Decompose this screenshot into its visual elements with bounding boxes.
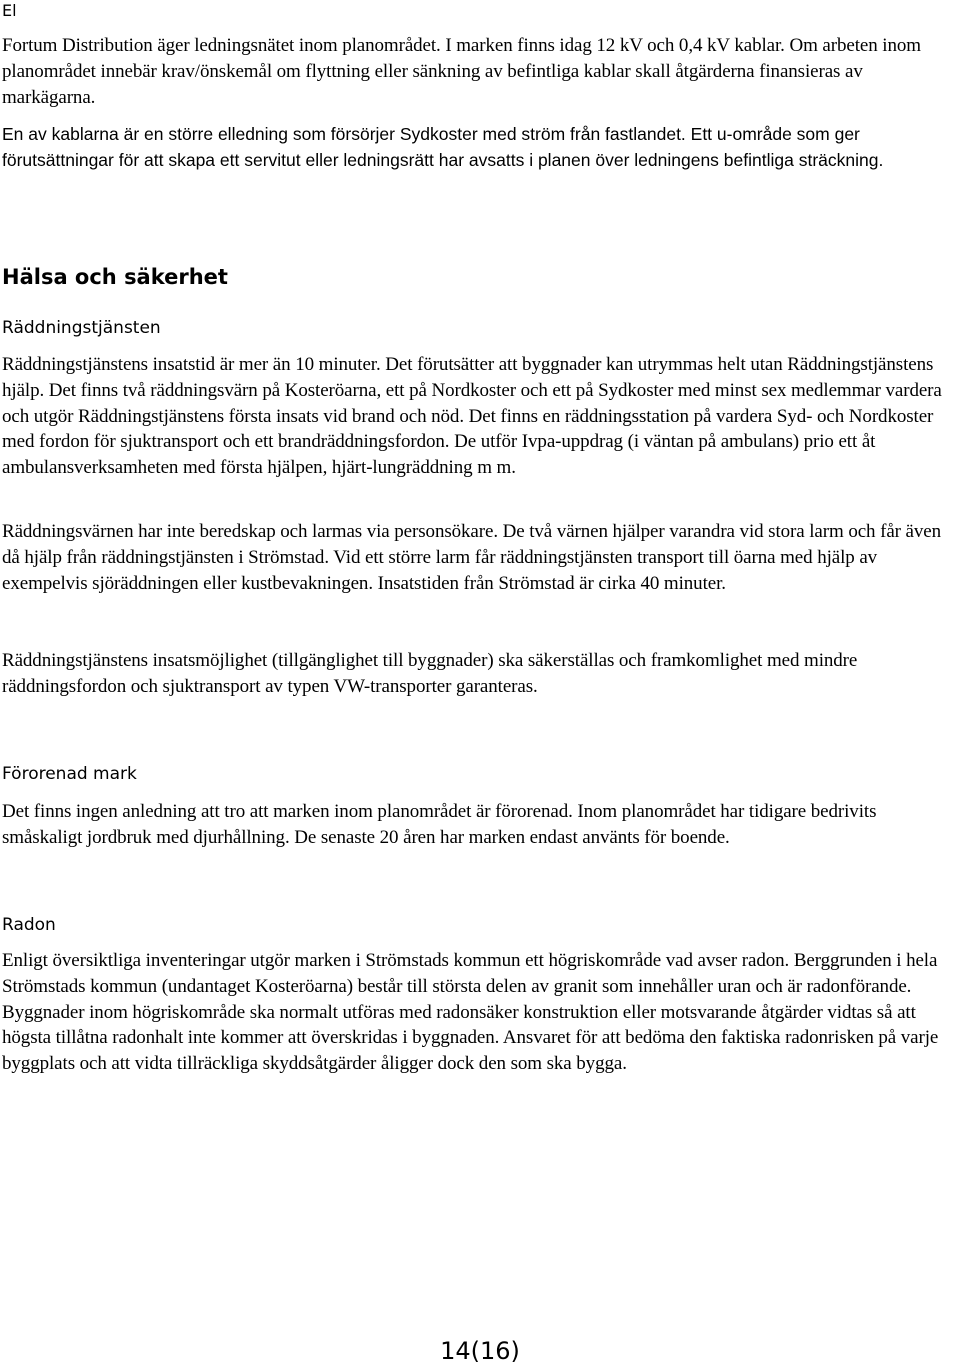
fororenad-paragraph-1: Det finns ingen anledning att tro att marken inom planområdet är förorenad. Inom planområdet har tidigare bedrivits småskaligt jordbruk med djurhållning. De senaste 20 åren har marken endast använts för boende. — [2, 801, 877, 848]
raddning-paragraph-1: Räddningstjänstens insatstid är mer än 10 minuter. Det förutsätter att byggnader kan utrymmas helt utan Räddningstjänstens hjälp. Det finns två räddningsvärn på Kosteröarna, ett på Nordkoster och ett på Sydkoster med minst sex medlemmar vardera och utgör Räddningstjänstens första insats vid brand och nöd. Det finns en räddningsstation på vardera Syd- och Nordkoster med fordon för sjuktransport och ett brandräddningsfordon. De utför Ivpa-uppdrag (i väntan på ambulans) prio ett åt ambulansverksamheten med första hjälpen, hjärt-lungräddning m m. — [2, 354, 942, 479]
subheading-raddningstjansten: Räddningstjänsten — [2, 318, 161, 338]
page-number: 14(16) — [440, 1337, 520, 1365]
subheading-radon: Radon — [2, 915, 56, 935]
el-paragraph-2: En av kablarna är en större elledning som försörjer Sydkoster med ström från fastlandet. Ett u-område som ger förutsättningar för att skapa ett servitut eller ledningsrätt har avsatts i planen över ledningens befintliga sträckning. — [2, 124, 884, 170]
raddning-paragraph-3: Räddningstjänstens insatsmöjlighet (tillgänglighet till byggnader) ska säkerställas och framkomlighet med mindre räddningsfordon och sjuktransport av typen VW-transporter garanteras. — [2, 650, 858, 697]
section-heading-el: El — [2, 1, 17, 20]
section-heading-halsa: Hälsa och säkerhet — [2, 265, 228, 289]
subheading-fororenad-mark: Förorenad mark — [2, 764, 137, 784]
el-paragraph-1: Fortum Distribution äger ledningsnätet inom planområdet. I marken finns idag 12 kV och 0,4 kV kablar. Om arbeten inom planområdet innebär krav/önskemål om flyttning eller sänkning av befintliga kablar skall åtgärderna finansieras av markägarna. — [2, 35, 921, 108]
raddning-paragraph-2: Räddningsvärnen har inte beredskap och larmas via personsökare. De två värnen hjälper varandra vid stora larm och får även då hjälp från räddningstjänsten i Strömstad. Vid ett större larm får räddningstjänsten transport till öarna med hjälp av exempelvis sjöräddningen eller kustbevakningen. Insatstiden från Strömstad är cirka 40 minuter. — [2, 521, 942, 594]
radon-paragraph-1: Enligt översiktliga inventeringar utgör marken i Strömstads kommun ett högriskområde vad avser radon. Berggrunden i hela Strömstads kommun (undantaget Kosteröarna) består till största delen av granit som innehåller uran och är radonförande. Byggnader inom högriskområde ska normalt utföras med radonsäker konstruktion eller motsvarande åtgärder vidtas så att högsta tillåtna radonhalt inte kommer att överskridas i byggnaden. Ansvaret för att bedöma den faktiska radonrisken på varje byggplats och att vidta tillräckliga skyddsåtgärder åligger dock den som ska bygga. — [2, 950, 939, 1075]
